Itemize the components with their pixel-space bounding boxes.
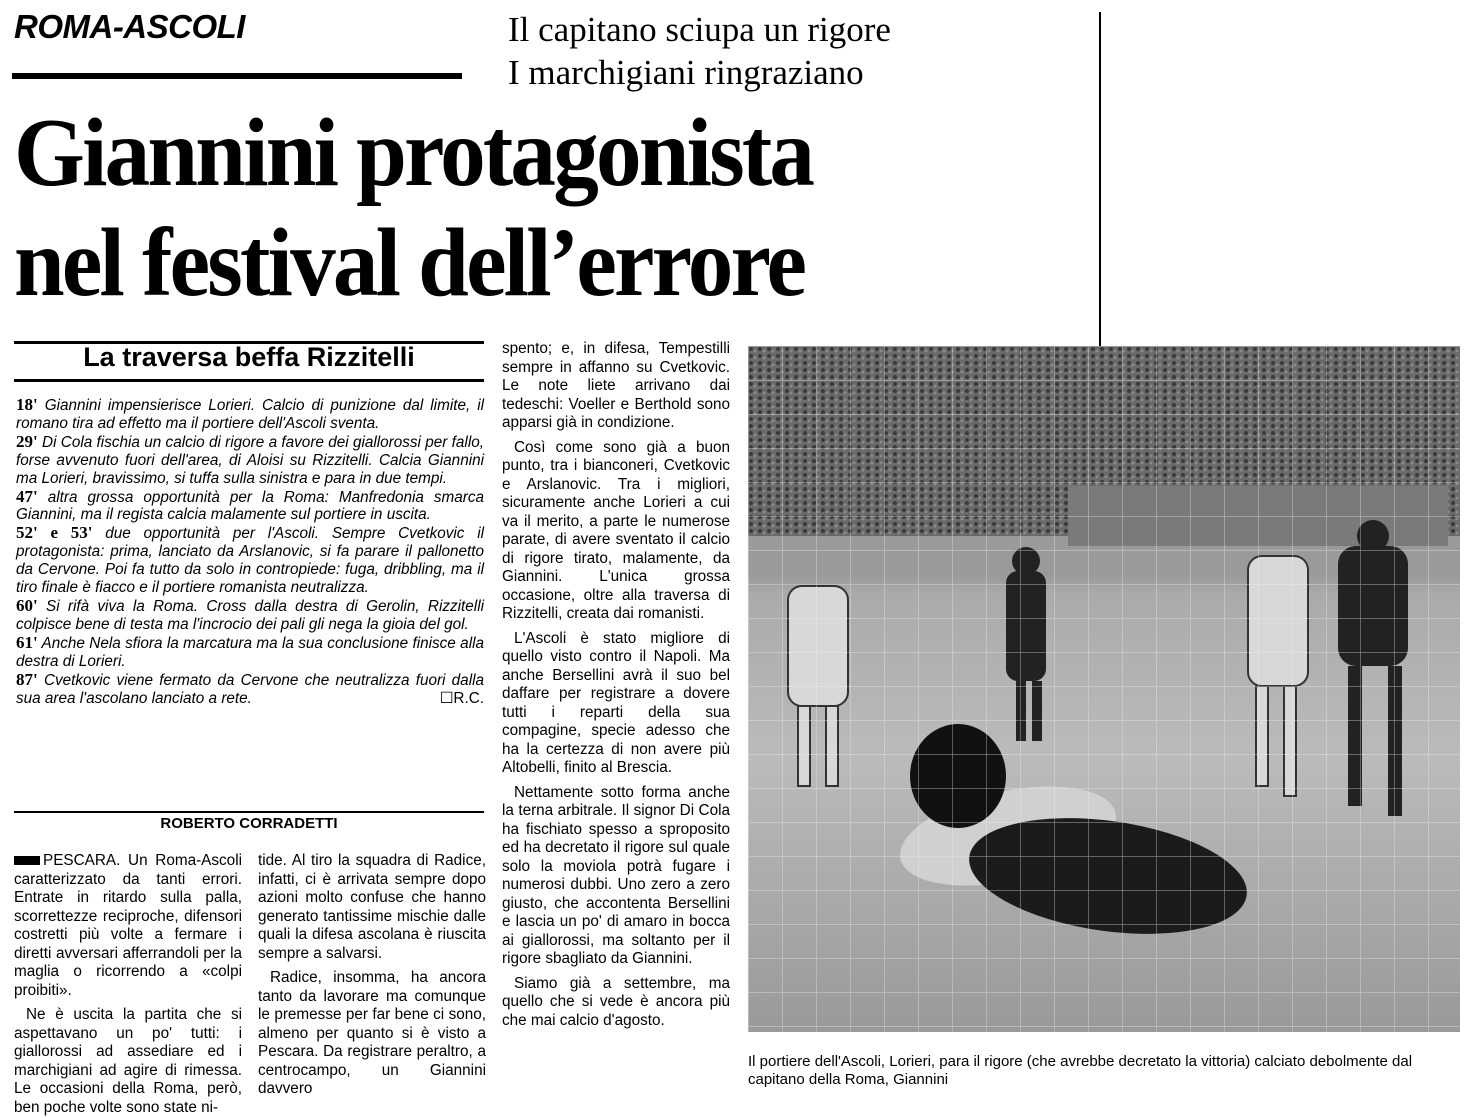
article-paragraph: [258, 852, 486, 963]
subhead-line-2: I marchigiani ringraziano: [508, 53, 864, 92]
chronicle-text: Di Cola fischia un calcio di rigore a favore dei giallorossi per fallo, forse avvenuto fuori dell'area, di Aloisi su Rizzitelli. Calcia Giannini ma Lorieri, bravissimo, si tuffa sulla sinistra e para in due tempi.: [16, 433, 484, 487]
chronicle-entry: [16, 597, 484, 634]
paragraph-text: Ne è uscita la partita che si aspettavano un po' tutti: i giallorossi ad assediare ed i marchigiani ad agire di rimessa. Le occasioni della Roma, però, ben poche volte sono state ni-: [14, 1006, 242, 1116]
paragraph-text: L'Ascoli è stato migliore di quello visto contro il Napoli. Ma anche Bersellini avrà il suo bel daffare per registrare a dovere tutti i reparti della sua compagine, specie adesso che ha la certezza di non avere più Altobelli, finito al Brescia.: [502, 629, 730, 776]
subhead-line-1: Il capitano sciupa un rigore: [508, 10, 891, 49]
chronicle-minute: 47': [16, 486, 38, 506]
chronicle-text: Giannini impensierisce Lorieri. Calcio di punizione dal limite, il romano tira ad effetto ma il portiere dell'Ascoli sventa.: [16, 397, 484, 432]
subheadline: [508, 8, 891, 94]
chronicle-minute: 60': [16, 595, 38, 615]
match-photo: [748, 346, 1460, 1032]
headline: [14, 98, 812, 318]
chronicle-text: Anche Nela sfiora la marcatura ma la sua conclusione finisce alla destra di Lorieri.: [16, 634, 484, 670]
article-paragraph: [502, 975, 730, 1031]
article-paragraph: [502, 784, 730, 969]
chronicle-entry: [16, 433, 484, 488]
chronicle-text: Si rifà viva la Roma. Cross dalla destra di Gerolin, Rizzitelli colpisce bene di testa ma l'incrocio dei pali gli nega la gioia del gol.: [16, 597, 484, 633]
dateline-bullet: [14, 856, 40, 865]
section-kicker: ROMA-ASCOLI: [14, 8, 245, 45]
chronicle-minute: 61': [16, 632, 38, 652]
chronicle-minute: 18': [16, 395, 38, 414]
paragraph-text: Nettamente sotto forma anche la terna arbitrale. Il signor Di Cola ha fischiato spesso a sproposito ed ha decretato il rigore sul quale solo la moviola potrà fugare i numerosi dubbi. Uno zero a zero giusto, che accontenta Bersellini e lascia un po' di amaro in bocca ai giallorossi, ma soltanto per il rigore sbagliato da Giannini.: [502, 783, 730, 967]
article-paragraph: [502, 340, 730, 433]
paragraph-text: Radice, insomma, ha ancora tanto da lavorare ma comunque le premesse per far bene ci sono, almeno per quanto si è visto a Pescara. Da registrare peraltro, a centrocampo, un Giannini davvero: [258, 969, 486, 1097]
chronicle-text: due opportunità per l'Ascoli. Sempre Cvetkovic il protagonista: prima, lanciato da Arslanovic, si fa parare il pallonetto da Cervone. Poi fa tutto da solo in contropiede: fuga, dribbling, ma il tiro finale è fiacco e il portiere romanista neutralizza.: [16, 525, 484, 597]
article-column-3: [502, 340, 730, 1030]
box-title-rule: [14, 379, 484, 382]
article-paragraph: [502, 439, 730, 624]
article-paragraph: [14, 1006, 242, 1117]
byline: ROBERTO CORRADETTI: [160, 815, 338, 832]
chronicle-minute: 87': [16, 669, 38, 689]
chronicle-entry: [16, 634, 484, 671]
paragraph-text: spento; e, in difesa, Tempestilli sempre in affanno su Cvetkovic. Le note liete arrivano dai tedeschi: Voeller e Berthold sono apparsi già in condizione.: [502, 340, 730, 431]
chronicle-text: altra grossa opportunità per la Roma: Manfredonia smarca Giannini, ma il regista calcia malamente sul portiere in uscita.: [16, 488, 484, 524]
article-column-2: [258, 852, 486, 1099]
paragraph-text: Un Roma-Ascoli caratterizzato da tanti errori. Entrate in ritardo sulla palla, scorrettezze reciproche, difensori costretti più volte a fermare i diretti avversari afferrandoli per la maglia o ricorrendo a «colpi proibiti».: [14, 852, 242, 999]
chronicle-entry: [16, 671, 484, 708]
article-column-1: [14, 852, 242, 1117]
box-signoff: ☐R.C.: [439, 689, 484, 707]
paragraph-text: Così come sono già a buon punto, tra i bianconeri, Cvetkovic e Arslanovic. Tra i migliori, sicuramente anche Lorieri a cui va il merito, a parte le numerose parate, di avere sventato il calcio di rigore tirato, malamente, da Giannini. L'unica grossa occasione, oltre alla traversa di Rizzitelli, creata dai romanisti.: [502, 438, 730, 622]
paragraph-text: Siamo già a settembre, ma quello che si vede è ancora più che mai calcio d'agosto.: [502, 974, 730, 1029]
chronicle-entry: [16, 396, 484, 433]
dateline: PESCARA.: [43, 852, 129, 869]
photo-illustration: [748, 346, 1460, 1032]
chronicle-minute: 52' e 53': [16, 523, 93, 543]
match-chronicle: [16, 396, 484, 707]
paragraph-text: tide. Al tiro la squadra di Radice, infatti, ci è arrivata sempre dopo azioni molto confuse che hanno generato tantissime mischie dalle quali la difesa ascolana è riuscita sempre a salvarsi.: [258, 852, 486, 962]
headline-line-2: nel festival dell’errore: [14, 209, 805, 317]
byline-rule: [14, 811, 484, 813]
article-paragraph: [14, 852, 242, 1000]
chronicle-entry: [16, 488, 484, 525]
chronicle-minute: 29': [16, 431, 38, 451]
kicker-rule: [12, 73, 462, 79]
headline-line-1: Giannini protagonista: [14, 99, 813, 207]
box-title: La traversa beffa Rizzitelli: [83, 342, 415, 372]
photo-caption: Il portiere dell'Ascoli, Lorieri, para il rigore (che avrebbe decretato la vittoria) calciato debolmente dal capitano della Roma, Giannini: [748, 1053, 1413, 1088]
column-divider: [1099, 12, 1101, 352]
article-paragraph: [502, 630, 730, 778]
chronicle-text: Cvetkovic viene fermato da Cervone che neutralizza fuori dalla sua area l'ascolano lanciato a rete.: [16, 671, 484, 707]
article-paragraph: [258, 969, 486, 1099]
chronicle-entry: [16, 524, 484, 597]
